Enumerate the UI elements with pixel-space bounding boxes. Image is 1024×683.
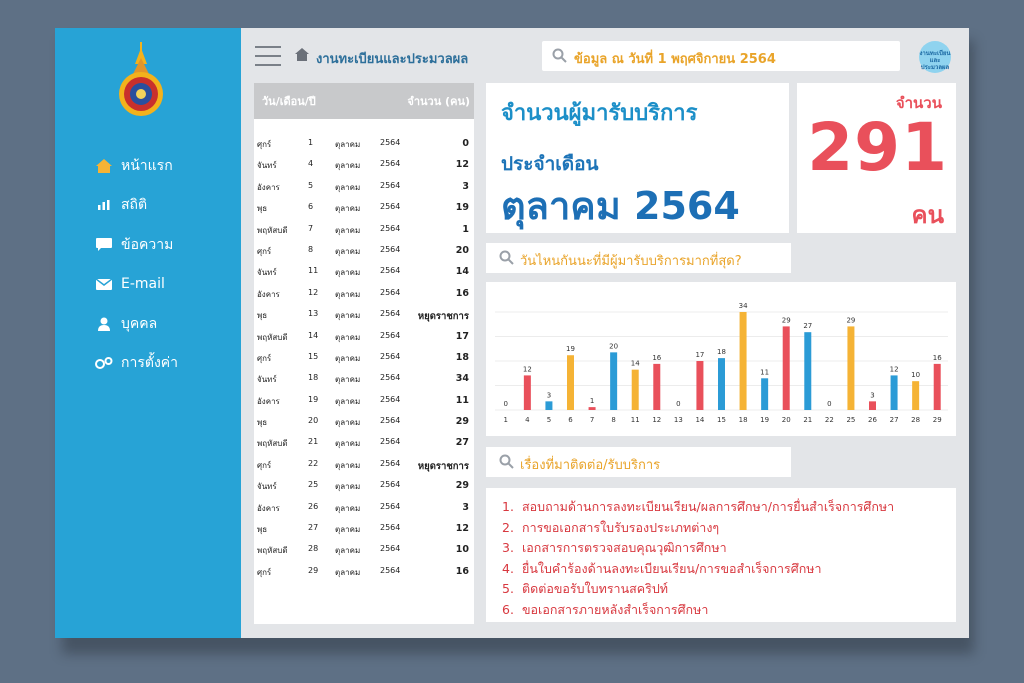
university-logo bbox=[117, 42, 165, 120]
cell-value: 27 bbox=[455, 437, 469, 449]
cell-day: อังคาร bbox=[257, 182, 280, 192]
cell-year: 2564 bbox=[380, 266, 401, 276]
cell-month: ตุลาคม bbox=[335, 268, 361, 278]
bar[interactable] bbox=[653, 364, 660, 410]
table-row bbox=[254, 517, 474, 538]
cell-month: ตุลาคม bbox=[335, 353, 361, 363]
x-tick-label: 4 bbox=[525, 416, 530, 424]
cell-month: ตุลาคม bbox=[335, 503, 361, 513]
gear-icon bbox=[95, 355, 113, 371]
x-tick-label: 27 bbox=[889, 416, 899, 424]
bar-value-label: 3 bbox=[546, 391, 552, 400]
x-tick-label: 11 bbox=[630, 416, 640, 424]
cell-day: ศุกร์ bbox=[257, 246, 272, 256]
list-item: 6. ขอเอกสารภายหลังสำเร็จการศึกษา bbox=[502, 601, 709, 617]
bar-value-label: 0 bbox=[676, 400, 681, 408]
cell-day: ศุกร์ bbox=[257, 460, 272, 470]
table-row bbox=[254, 496, 474, 517]
sidebar-item-people[interactable] bbox=[95, 304, 178, 344]
cell-value: 34 bbox=[455, 373, 469, 385]
sidebar-item-email[interactable] bbox=[95, 265, 178, 305]
x-tick-label: 5 bbox=[546, 416, 552, 424]
total-count: 291 bbox=[807, 109, 948, 186]
busiest-day-question[interactable] bbox=[486, 243, 791, 273]
cell-date: 12 bbox=[308, 287, 319, 297]
x-tick-label: 18 bbox=[738, 416, 748, 424]
app-window bbox=[55, 28, 969, 638]
bar-value-label: 12 bbox=[889, 365, 899, 374]
summary-subtitle: ประจำเดือน bbox=[501, 153, 599, 175]
bar[interactable] bbox=[891, 375, 898, 410]
cell-date: 27 bbox=[308, 523, 319, 533]
cell-day: ศุกร์ bbox=[257, 140, 272, 149]
table-row bbox=[254, 282, 474, 303]
sidebar-item-label: การตั้งค่า bbox=[121, 355, 179, 372]
cell-date: 20 bbox=[308, 416, 319, 426]
cell-month: ตุลาคม bbox=[335, 418, 361, 428]
cell-date: 28 bbox=[308, 544, 319, 554]
count-label: จำนวน bbox=[895, 94, 942, 112]
bar[interactable] bbox=[912, 381, 919, 410]
table-row bbox=[254, 367, 474, 388]
bar[interactable] bbox=[783, 326, 790, 410]
x-tick-label: 26 bbox=[868, 416, 877, 424]
topics-question[interactable] bbox=[486, 447, 791, 477]
cell-day: พฤหัสบดี bbox=[257, 439, 288, 449]
message-icon bbox=[95, 237, 113, 253]
cell-day: พุธ bbox=[257, 525, 268, 535]
bar-value-label: 1 bbox=[589, 397, 595, 406]
table-row bbox=[254, 474, 474, 495]
bar[interactable] bbox=[761, 378, 768, 410]
cell-day: พฤหัสบดี bbox=[257, 546, 288, 556]
column-header-count: จำนวน (คน) bbox=[407, 95, 470, 108]
question-label: วันไหนกันนะที่มีผู้มารับบริการมากที่สุด? bbox=[520, 254, 742, 269]
count-unit: คน bbox=[911, 201, 944, 229]
x-tick-label: 29 bbox=[932, 416, 942, 424]
cell-value: 29 bbox=[455, 416, 469, 428]
cell-date: 7 bbox=[308, 223, 314, 233]
cell-value: 18 bbox=[455, 351, 469, 363]
summary-month: ตุลาคม 2564 bbox=[501, 184, 740, 228]
cell-date: 5 bbox=[308, 180, 314, 190]
bar[interactable] bbox=[804, 332, 811, 410]
cell-month: ตุลาคม bbox=[335, 546, 361, 556]
bar-value-label: 3 bbox=[870, 391, 875, 400]
cell-year: 2564 bbox=[380, 287, 401, 297]
sidebar-item-label: สถิติ bbox=[121, 197, 148, 214]
bar[interactable] bbox=[718, 358, 725, 410]
cell-date: 21 bbox=[308, 437, 319, 447]
table-body bbox=[254, 132, 474, 581]
sidebar-item-label: บุคคล bbox=[121, 315, 158, 332]
service-topics-list bbox=[486, 488, 956, 622]
bar[interactable] bbox=[740, 312, 747, 410]
search-icon bbox=[552, 48, 567, 67]
cell-month: ตุลาคม bbox=[335, 311, 361, 321]
x-tick-label: 13 bbox=[673, 416, 683, 424]
cell-value: 14 bbox=[455, 266, 469, 278]
question-label: เรื่องที่มาติดต่อ/รับบริการ bbox=[520, 458, 661, 473]
cell-date: 4 bbox=[308, 159, 314, 169]
cell-date: 22 bbox=[308, 458, 319, 468]
cell-day: พุธ bbox=[257, 204, 268, 214]
cell-month: ตุลาคม bbox=[335, 246, 361, 256]
cell-date: 25 bbox=[308, 480, 319, 490]
cell-year: 2564 bbox=[380, 330, 401, 340]
bar-value-label: 18 bbox=[717, 348, 726, 357]
cell-day: พุธ bbox=[257, 418, 268, 428]
cell-day: จันทร์ bbox=[257, 161, 277, 171]
cell-month: ตุลาคม bbox=[335, 567, 361, 577]
sidebar-item-label: E-mail bbox=[121, 276, 165, 293]
bar-value-label: 34 bbox=[738, 302, 748, 310]
bar[interactable] bbox=[869, 401, 876, 410]
sidebar bbox=[55, 28, 241, 638]
daily-visitor-table bbox=[254, 83, 474, 624]
list-item: 5. ติดต่อขอรับใบทรานสคริปท์ bbox=[502, 581, 668, 596]
x-tick-label: 25 bbox=[846, 416, 856, 424]
bar[interactable] bbox=[545, 401, 552, 410]
table-row bbox=[254, 538, 474, 559]
cell-month: ตุลาคม bbox=[335, 204, 361, 214]
cell-year: 2564 bbox=[380, 416, 401, 426]
cell-day: จันทร์ bbox=[257, 268, 277, 278]
search-bar[interactable] bbox=[542, 41, 900, 71]
bar-value-label: 12 bbox=[522, 365, 532, 374]
bar-value-label: 0 bbox=[827, 400, 832, 408]
search-icon bbox=[499, 454, 514, 473]
x-tick-label: 22 bbox=[824, 416, 834, 424]
cell-date: 6 bbox=[308, 202, 314, 212]
cell-value: 11 bbox=[455, 394, 469, 406]
search-icon bbox=[499, 250, 514, 269]
cell-year: 2564 bbox=[380, 180, 401, 190]
sidebar-item-messages[interactable] bbox=[95, 225, 178, 265]
cell-day: อังคาร bbox=[257, 289, 280, 299]
bar-value-label: 11 bbox=[760, 368, 770, 377]
bar[interactable] bbox=[847, 326, 854, 410]
cell-month: ตุลาคม bbox=[335, 289, 361, 299]
x-tick-label: 15 bbox=[717, 416, 726, 424]
cell-value: 29 bbox=[455, 480, 469, 492]
column-header-date: วัน/เดือน/ปี bbox=[262, 95, 316, 108]
cell-month: ตุลาคม bbox=[335, 482, 361, 492]
x-tick-label: 8 bbox=[611, 416, 616, 424]
bar-value-label: 0 bbox=[503, 400, 509, 408]
breadcrumb[interactable]: งานทะเบียนและประมวลผล bbox=[316, 52, 469, 67]
table-row bbox=[254, 175, 474, 196]
bar-value-label: 10 bbox=[911, 371, 921, 380]
table-row bbox=[254, 218, 474, 239]
bar-value-label: 14 bbox=[630, 359, 640, 368]
bar-value-label: 16 bbox=[932, 353, 942, 362]
table-row bbox=[254, 260, 474, 281]
table-row bbox=[254, 453, 474, 474]
table-row bbox=[254, 239, 474, 260]
cell-year: 2564 bbox=[380, 565, 401, 575]
cell-year: 2564 bbox=[380, 523, 401, 533]
table-row bbox=[254, 196, 474, 217]
cell-date: 26 bbox=[308, 501, 319, 511]
cell-date: 18 bbox=[308, 373, 319, 383]
cell-year: 2564 bbox=[380, 351, 401, 361]
x-tick-label: 12 bbox=[652, 416, 662, 424]
x-tick-label: 7 bbox=[589, 416, 595, 424]
list-item: 2. การขอเอกสารใบรับรองประเภทต่างๆ bbox=[502, 519, 720, 535]
cell-day: ศุกร์ bbox=[257, 353, 272, 363]
list-item: 1. สอบถามด้านการลงทะเบียนเรียน/ผลการศึกษา/การยื่นสำเร็จการศึกษา bbox=[502, 499, 895, 514]
table-row bbox=[254, 132, 474, 153]
cell-year: 2564 bbox=[380, 244, 401, 254]
table-row bbox=[254, 325, 474, 346]
bar[interactable] bbox=[934, 364, 941, 410]
cell-value: หยุดราชการ bbox=[417, 460, 469, 472]
sidebar-nav bbox=[95, 146, 178, 383]
x-tick-label: 20 bbox=[781, 416, 791, 424]
cell-date: 1 bbox=[308, 138, 314, 147]
cell-day: อังคาร bbox=[257, 396, 280, 406]
cell-day: จันทร์ bbox=[257, 482, 277, 492]
cell-month: ตุลาคม bbox=[335, 375, 361, 385]
x-tick-label: 21 bbox=[803, 416, 813, 424]
cell-day: ศุกร์ bbox=[257, 567, 272, 577]
cell-day: จันทร์ bbox=[257, 375, 277, 385]
cell-date: 15 bbox=[308, 351, 319, 361]
cell-value: หยุดราชการ bbox=[417, 311, 469, 323]
table-row bbox=[254, 560, 474, 581]
bar-chart-icon bbox=[95, 197, 113, 213]
bar[interactable] bbox=[589, 407, 596, 410]
cell-value: 1 bbox=[462, 223, 469, 235]
bar[interactable] bbox=[524, 375, 531, 410]
sidebar-item-home[interactable] bbox=[95, 146, 178, 186]
x-tick-label: 28 bbox=[911, 416, 921, 424]
sidebar-item-label: หน้าแรก bbox=[121, 157, 173, 174]
cell-year: 2564 bbox=[380, 501, 401, 511]
x-tick-label: 6 bbox=[568, 416, 573, 424]
summary-title: จำนวนผู้มารับบริการ bbox=[501, 101, 698, 126]
bar-value-label: 29 bbox=[846, 316, 856, 325]
bar-value-label: 17 bbox=[695, 351, 705, 359]
cell-month: ตุลาคม bbox=[335, 182, 361, 192]
cell-date: 11 bbox=[308, 266, 319, 276]
cell-year: 2564 bbox=[380, 138, 401, 147]
home-icon[interactable] bbox=[295, 47, 309, 61]
cell-year: 2564 bbox=[380, 544, 401, 554]
home-icon bbox=[95, 158, 113, 174]
summary-card bbox=[486, 83, 789, 233]
table-row bbox=[254, 431, 474, 452]
cell-value: 16 bbox=[455, 287, 469, 299]
cell-day: พฤหัสบดี bbox=[257, 332, 288, 342]
bar-value-label: 20 bbox=[609, 342, 619, 351]
table-row bbox=[254, 303, 474, 324]
cell-year: 2564 bbox=[380, 458, 401, 468]
cell-value: 12 bbox=[455, 523, 469, 535]
cell-month: ตุลาคม bbox=[335, 161, 361, 171]
cell-month: ตุลาคม bbox=[335, 525, 361, 535]
person-icon bbox=[95, 316, 113, 332]
bar[interactable] bbox=[567, 355, 574, 410]
cell-year: 2564 bbox=[380, 373, 401, 383]
table-row bbox=[254, 346, 474, 367]
cell-month: ตุลาคม bbox=[335, 460, 361, 470]
total-count-card bbox=[797, 83, 956, 233]
cell-value: 17 bbox=[455, 330, 469, 342]
sidebar-item-statistics[interactable] bbox=[95, 186, 178, 226]
cell-value: 3 bbox=[462, 501, 469, 513]
cell-value: 12 bbox=[455, 159, 469, 171]
bar-chart-svg bbox=[486, 282, 956, 436]
cell-value: 19 bbox=[455, 202, 469, 214]
x-tick-label: 1 bbox=[503, 416, 509, 424]
cell-date: 14 bbox=[308, 330, 319, 340]
bar-value-label: 27 bbox=[803, 322, 813, 331]
cell-day: พฤหัสบดี bbox=[257, 225, 288, 235]
cell-year: 2564 bbox=[380, 480, 401, 490]
table-row bbox=[254, 389, 474, 410]
cell-date: 29 bbox=[308, 565, 319, 575]
daily-bar-chart bbox=[486, 282, 956, 436]
bar-value-label: 29 bbox=[781, 316, 791, 325]
x-tick-label: 19 bbox=[760, 416, 770, 424]
cell-year: 2564 bbox=[380, 437, 401, 447]
cell-date: 8 bbox=[308, 244, 314, 254]
list-item: 3. เอกสารการตรวจสอบคุณวุฒิการศึกษา bbox=[502, 540, 727, 555]
cell-month: ตุลาคม bbox=[335, 225, 361, 235]
bar-value-label: 16 bbox=[652, 353, 662, 362]
sidebar-item-label: ข้อความ bbox=[121, 236, 174, 253]
cell-year: 2564 bbox=[380, 159, 401, 169]
cell-day: อังคาร bbox=[257, 503, 280, 513]
cell-month: ตุลาคม bbox=[335, 396, 361, 406]
cell-month: ตุลาคม bbox=[335, 332, 361, 342]
table-row bbox=[254, 153, 474, 174]
cell-value: 16 bbox=[455, 565, 469, 577]
cell-date: 13 bbox=[308, 309, 319, 319]
bar-value-label: 19 bbox=[566, 345, 575, 354]
cell-date: 19 bbox=[308, 394, 319, 404]
cell-value: 20 bbox=[455, 244, 469, 256]
cell-year: 2564 bbox=[380, 223, 401, 233]
cell-year: 2564 bbox=[380, 394, 401, 404]
table-header bbox=[254, 83, 474, 119]
sidebar-item-settings[interactable] bbox=[95, 344, 178, 384]
cell-day: พุธ bbox=[257, 311, 268, 321]
x-tick-label: 14 bbox=[695, 416, 705, 424]
department-badge[interactable]: งานทะเบียน และ ประมวลผล bbox=[919, 41, 951, 73]
bar[interactable] bbox=[696, 361, 703, 410]
cell-value: 3 bbox=[462, 180, 469, 192]
cell-month: ตุลาคม bbox=[335, 439, 361, 449]
mail-icon bbox=[95, 276, 113, 292]
bar[interactable] bbox=[610, 352, 617, 410]
cell-month: ตุลาคม bbox=[335, 140, 361, 149]
cell-value: 10 bbox=[455, 544, 469, 556]
hamburger-menu-icon[interactable] bbox=[255, 46, 281, 68]
cell-value: 0 bbox=[462, 138, 469, 149]
search-input[interactable]: ข้อมูล ณ วันที่ 1 พฤศจิกายน 2564 bbox=[574, 52, 776, 67]
cell-year: 2564 bbox=[380, 202, 401, 212]
cell-year: 2564 bbox=[380, 309, 401, 319]
list-item: 4. ยื่นใบคำร้องด้านลงทะเบียนเรียน/การขอสำเร็จการศึกษา bbox=[502, 560, 822, 576]
table-row bbox=[254, 410, 474, 431]
bar[interactable] bbox=[632, 370, 639, 410]
